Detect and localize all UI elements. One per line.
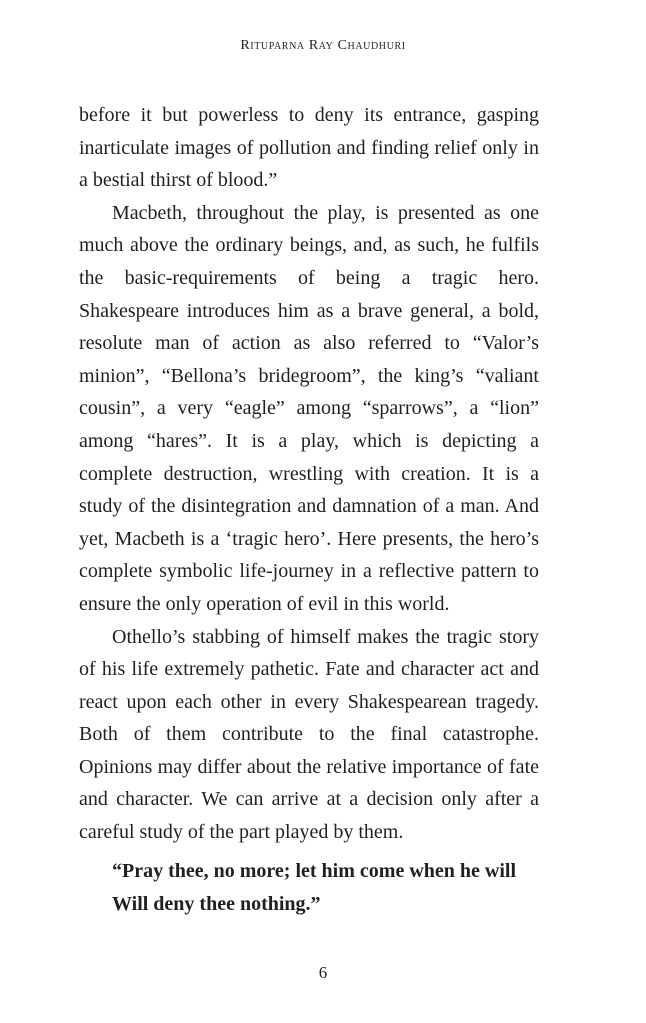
paragraph-macbeth: Macbeth, throughout the play, is presented as one much above the ordinary beings, and, as such, he fulfils the basic-requirements of being a tragic hero. Shakespeare introduces him as a brave general, a bold, resolute man of action as also referred to “Valor’s minion”, “Bellona’s bridegroom”, the king’s “valiant cousin”, a very “eagle” among “sparrows”, a “lion” among “hares”. It is a play, which is depicting a complete destruction, wrestling with creation. It is a study of the disintegration and damnation of a man. And yet, Macbeth is a ‘tragic hero’. Here presents, the hero’s complete symbolic life-journey in a reflective pattern to ensure the only operation of evil in this world. <box>79 201 539 615</box>
running-head: Rituparna Ray Chaudhuri <box>240 38 406 53</box>
body-text <box>79 99 539 849</box>
quote-line: Will deny thee nothing.” <box>112 892 321 915</box>
page-number: 6 <box>318 963 328 982</box>
quote-line: “Pray thee, no more; let him come when he will <box>112 860 516 882</box>
block-quote <box>112 855 542 920</box>
paragraph-continuation: before it but powerless to deny its entrance, gasping inarticulate images of pollution and finding relief only in a bestial thirst of blood.” <box>79 104 539 192</box>
paragraph-othello: Othello’s stabbing of himself makes the tragic story of his life extremely pathetic. Fate and character act and react upon each other in every Shakespearean tragedy. Both of them contribute to the final catastrophe. Opinions may differ about the relative importance of fate and character. We can arrive at a decision only after a careful study of the part played by them. <box>79 625 539 844</box>
